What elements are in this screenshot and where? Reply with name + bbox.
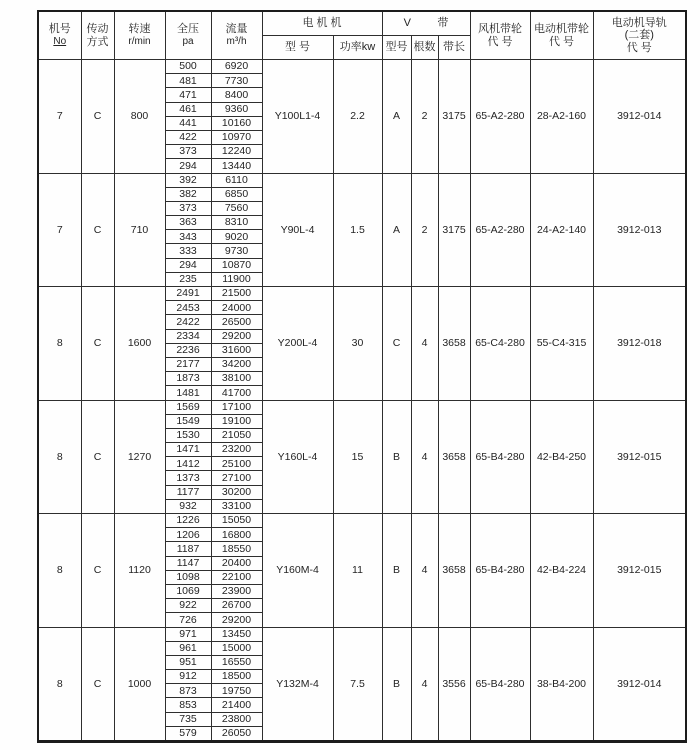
cell-flow: 19100 [211,414,262,428]
col-header-motor-power: 功率kw [333,36,382,60]
cell-pressure: 2453 [165,301,211,315]
col-header-motor-pulley-code [530,11,593,60]
cell-flow: 6850 [211,187,262,201]
cell-machine-no: 8 [38,400,81,514]
cell-pressure: 373 [165,145,211,159]
cell-belt-count: 2 [411,60,438,174]
cell-flow: 24000 [211,301,262,315]
cell-rail-code: 3912-018 [593,287,686,401]
cell-pressure: 333 [165,244,211,258]
cell-pressure: 971 [165,627,211,641]
cell-motor-pulley-code: 38-B4-200 [530,627,593,742]
cell-pressure: 235 [165,272,211,286]
cell-rail-code: 3912-013 [593,173,686,287]
cell-pressure: 363 [165,216,211,230]
col-header-belt-model: 型号 [382,36,411,60]
cell-speed: 800 [114,60,165,174]
col-header-fan-pulley-code [470,11,530,60]
cell-fan-pulley-code: 65-A2-280 [470,60,530,174]
cell-pressure: 1206 [165,528,211,542]
cell-flow: 29200 [211,329,262,343]
cell-motor-model: Y132M-4 [262,627,333,742]
cell-pressure: 294 [165,159,211,173]
cell-flow: 9360 [211,102,262,116]
cell-flow: 23200 [211,443,262,457]
col-header-belt-count: 根数 [411,36,438,60]
cell-pressure: 343 [165,230,211,244]
cell-flow: 29200 [211,613,262,627]
cell-belt-count: 4 [411,400,438,514]
cell-flow: 10870 [211,258,262,272]
cell-drive-type: C [81,627,114,742]
cell-pressure: 2334 [165,329,211,343]
col-group-vbelt [382,11,470,36]
cell-pressure: 912 [165,670,211,684]
cell-flow: 33100 [211,499,262,513]
cell-fan-pulley-code: 65-A2-280 [470,173,530,287]
cell-drive-type: C [81,287,114,401]
header-label: 风机带轮 [478,22,522,35]
cell-pressure: 579 [165,726,211,741]
cell-motor-power: 11 [333,514,382,628]
cell-flow: 25100 [211,457,262,471]
header-label: pa [182,36,194,48]
cell-flow: 21050 [211,428,262,442]
col-header-motor-model: 型 号 [262,36,333,60]
col-header-machine-no [38,11,81,60]
cell-pressure: 1549 [165,414,211,428]
cell-flow: 16800 [211,528,262,542]
col-header-motor-rail-code [593,11,686,60]
cell-motor-pulley-code: 55-C4-315 [530,287,593,401]
cell-motor-pulley-code: 24-A2-140 [530,173,593,287]
cell-belt-type: B [382,627,411,742]
cell-speed: 1000 [114,627,165,742]
cell-pressure: 1471 [165,443,211,457]
cell-pressure: 2177 [165,357,211,371]
table-header [38,11,686,60]
col-header-pressure [165,11,211,60]
cell-flow: 9730 [211,244,262,258]
cell-flow: 13440 [211,159,262,173]
cell-flow: 17100 [211,400,262,414]
cell-rail-code: 3912-014 [593,627,686,742]
cell-belt-count: 4 [411,514,438,628]
cell-fan-pulley-code: 65-C4-280 [470,287,530,401]
cell-flow: 9020 [211,230,262,244]
cell-fan-pulley-code: 65-B4-280 [470,400,530,514]
table-row [38,627,686,641]
cell-machine-no: 8 [38,514,81,628]
cell-belt-type: C [382,287,411,401]
cell-pressure: 1147 [165,556,211,570]
header-label: 电动机带轮 [534,22,589,35]
header-label: V [403,17,411,30]
col-header-drive-type [81,11,114,60]
cell-pressure: 2236 [165,343,211,357]
fan-spec-table [37,10,687,743]
header-label: 流量 [225,23,248,36]
cell-belt-count: 2 [411,173,438,287]
cell-fan-pulley-code: 65-B4-280 [470,627,530,742]
cell-pressure: 1226 [165,514,211,528]
cell-pressure: 735 [165,712,211,726]
cell-pressure: 726 [165,613,211,627]
cell-machine-no: 7 [38,173,81,287]
cell-pressure: 1098 [165,570,211,584]
cell-motor-power: 7.5 [333,627,382,742]
cell-drive-type: C [81,60,114,174]
cell-belt-length: 3556 [438,627,470,742]
cell-flow: 38100 [211,372,262,386]
cell-pressure: 1481 [165,386,211,400]
cell-motor-power: 15 [333,400,382,514]
cell-flow: 10970 [211,130,262,144]
header-label: 电动机导轨 [611,16,667,29]
cell-fan-pulley-code: 65-B4-280 [470,514,530,628]
header-label: m³/h [226,36,247,48]
cell-flow: 22100 [211,570,262,584]
cell-motor-model: Y100L1-4 [262,60,333,174]
table-row [38,287,686,301]
cell-belt-count: 4 [411,627,438,742]
cell-belt-length: 3175 [438,60,470,174]
cell-machine-no: 7 [38,60,81,174]
cell-pressure: 1177 [165,485,211,499]
cell-flow: 27100 [211,471,262,485]
col-header-speed [114,11,165,60]
cell-pressure: 294 [165,258,211,272]
cell-flow: 12240 [211,145,262,159]
cell-belt-length: 3658 [438,400,470,514]
cell-speed: 1600 [114,287,165,401]
header-label: 全压 [177,23,199,36]
cell-flow: 7560 [211,201,262,215]
cell-flow: 16550 [211,655,262,669]
cell-pressure: 932 [165,499,211,513]
cell-belt-type: B [382,400,411,514]
cell-pressure: 961 [165,641,211,655]
cell-flow: 34200 [211,357,262,371]
cell-flow: 26050 [211,726,262,741]
cell-speed: 710 [114,173,165,287]
cell-motor-pulley-code: 42-B4-250 [530,400,593,514]
cell-pressure: 1412 [165,457,211,471]
cell-motor-model: Y160L-4 [262,400,333,514]
cell-pressure: 1187 [165,542,211,556]
cell-motor-model: Y200L-4 [262,287,333,401]
cell-flow: 15050 [211,514,262,528]
table-row [38,514,686,528]
header-label: No [53,36,67,48]
header-label: 机号 [48,23,71,36]
header-label: 方式 [86,35,109,48]
cell-flow: 41700 [211,386,262,400]
header-label: 传动 [86,22,109,35]
cell-pressure: 951 [165,655,211,669]
table-row [38,173,686,187]
cell-pressure: 441 [165,116,211,130]
cell-motor-model: Y160M-4 [262,514,333,628]
cell-pressure: 2491 [165,287,211,301]
cell-pressure: 873 [165,684,211,698]
cell-flow: 7730 [211,74,262,88]
cell-pressure: 500 [165,60,211,74]
cell-flow: 23900 [211,584,262,598]
cell-belt-type: B [382,514,411,628]
cell-speed: 1120 [114,514,165,628]
cell-flow: 6110 [211,173,262,187]
cell-pressure: 1530 [165,428,211,442]
cell-flow: 11900 [211,272,262,286]
table-row [38,60,686,74]
cell-pressure: 481 [165,74,211,88]
cell-speed: 1270 [114,400,165,514]
col-header-flow [211,11,262,60]
cell-drive-type: C [81,173,114,287]
cell-flow: 10160 [211,116,262,130]
cell-drive-type: C [81,400,114,514]
cell-drive-type: C [81,514,114,628]
cell-motor-model: Y90L-4 [262,173,333,287]
cell-pressure: 382 [165,187,211,201]
cell-machine-no: 8 [38,627,81,742]
table-row [38,400,686,414]
cell-pressure: 422 [165,130,211,144]
cell-pressure: 461 [165,102,211,116]
cell-flow: 21400 [211,698,262,712]
cell-rail-code: 3912-015 [593,514,686,628]
cell-motor-power: 30 [333,287,382,401]
cell-machine-no: 8 [38,287,81,401]
col-header-belt-length: 带长 [438,36,470,60]
cell-motor-pulley-code: 28-A2-160 [530,60,593,174]
cell-flow: 8400 [211,88,262,102]
cell-flow: 15000 [211,641,262,655]
cell-flow: 19750 [211,684,262,698]
cell-flow: 13450 [211,627,262,641]
cell-flow: 18550 [211,542,262,556]
cell-belt-type: A [382,60,411,174]
cell-belt-length: 3658 [438,287,470,401]
cell-flow: 31600 [211,343,262,357]
cell-belt-count: 4 [411,287,438,401]
cell-motor-power: 1.5 [333,173,382,287]
cell-rail-code: 3912-015 [593,400,686,514]
cell-motor-power: 2.2 [333,60,382,174]
cell-flow: 26700 [211,599,262,613]
cell-flow: 6920 [211,60,262,74]
cell-pressure: 392 [165,173,211,187]
header-label: (二套) [624,29,654,42]
header-label: r/min [128,36,151,48]
cell-pressure: 1069 [165,584,211,598]
cell-pressure: 1873 [165,372,211,386]
header-label: 代 号 [487,35,513,48]
cell-flow: 18500 [211,670,262,684]
header-label: 转速 [128,23,151,36]
cell-flow: 21500 [211,287,262,301]
cell-motor-pulley-code: 42-B4-224 [530,514,593,628]
table-body [38,60,686,742]
header-label: 代 号 [626,41,652,54]
cell-flow: 8310 [211,216,262,230]
cell-pressure: 2422 [165,315,211,329]
cell-flow: 26500 [211,315,262,329]
col-group-motor: 电 机 机 [262,11,382,36]
cell-belt-length: 3658 [438,514,470,628]
cell-belt-type: A [382,173,411,287]
cell-pressure: 922 [165,599,211,613]
header-label: 带 [437,17,449,30]
cell-flow: 23800 [211,712,262,726]
cell-pressure: 471 [165,88,211,102]
cell-pressure: 373 [165,201,211,215]
header-label: 代 号 [548,35,575,48]
cell-flow: 30200 [211,485,262,499]
cell-rail-code: 3912-014 [593,60,686,174]
cell-flow: 20400 [211,556,262,570]
cell-pressure: 853 [165,698,211,712]
cell-pressure: 1569 [165,400,211,414]
cell-belt-length: 3175 [438,173,470,287]
cell-pressure: 1373 [165,471,211,485]
